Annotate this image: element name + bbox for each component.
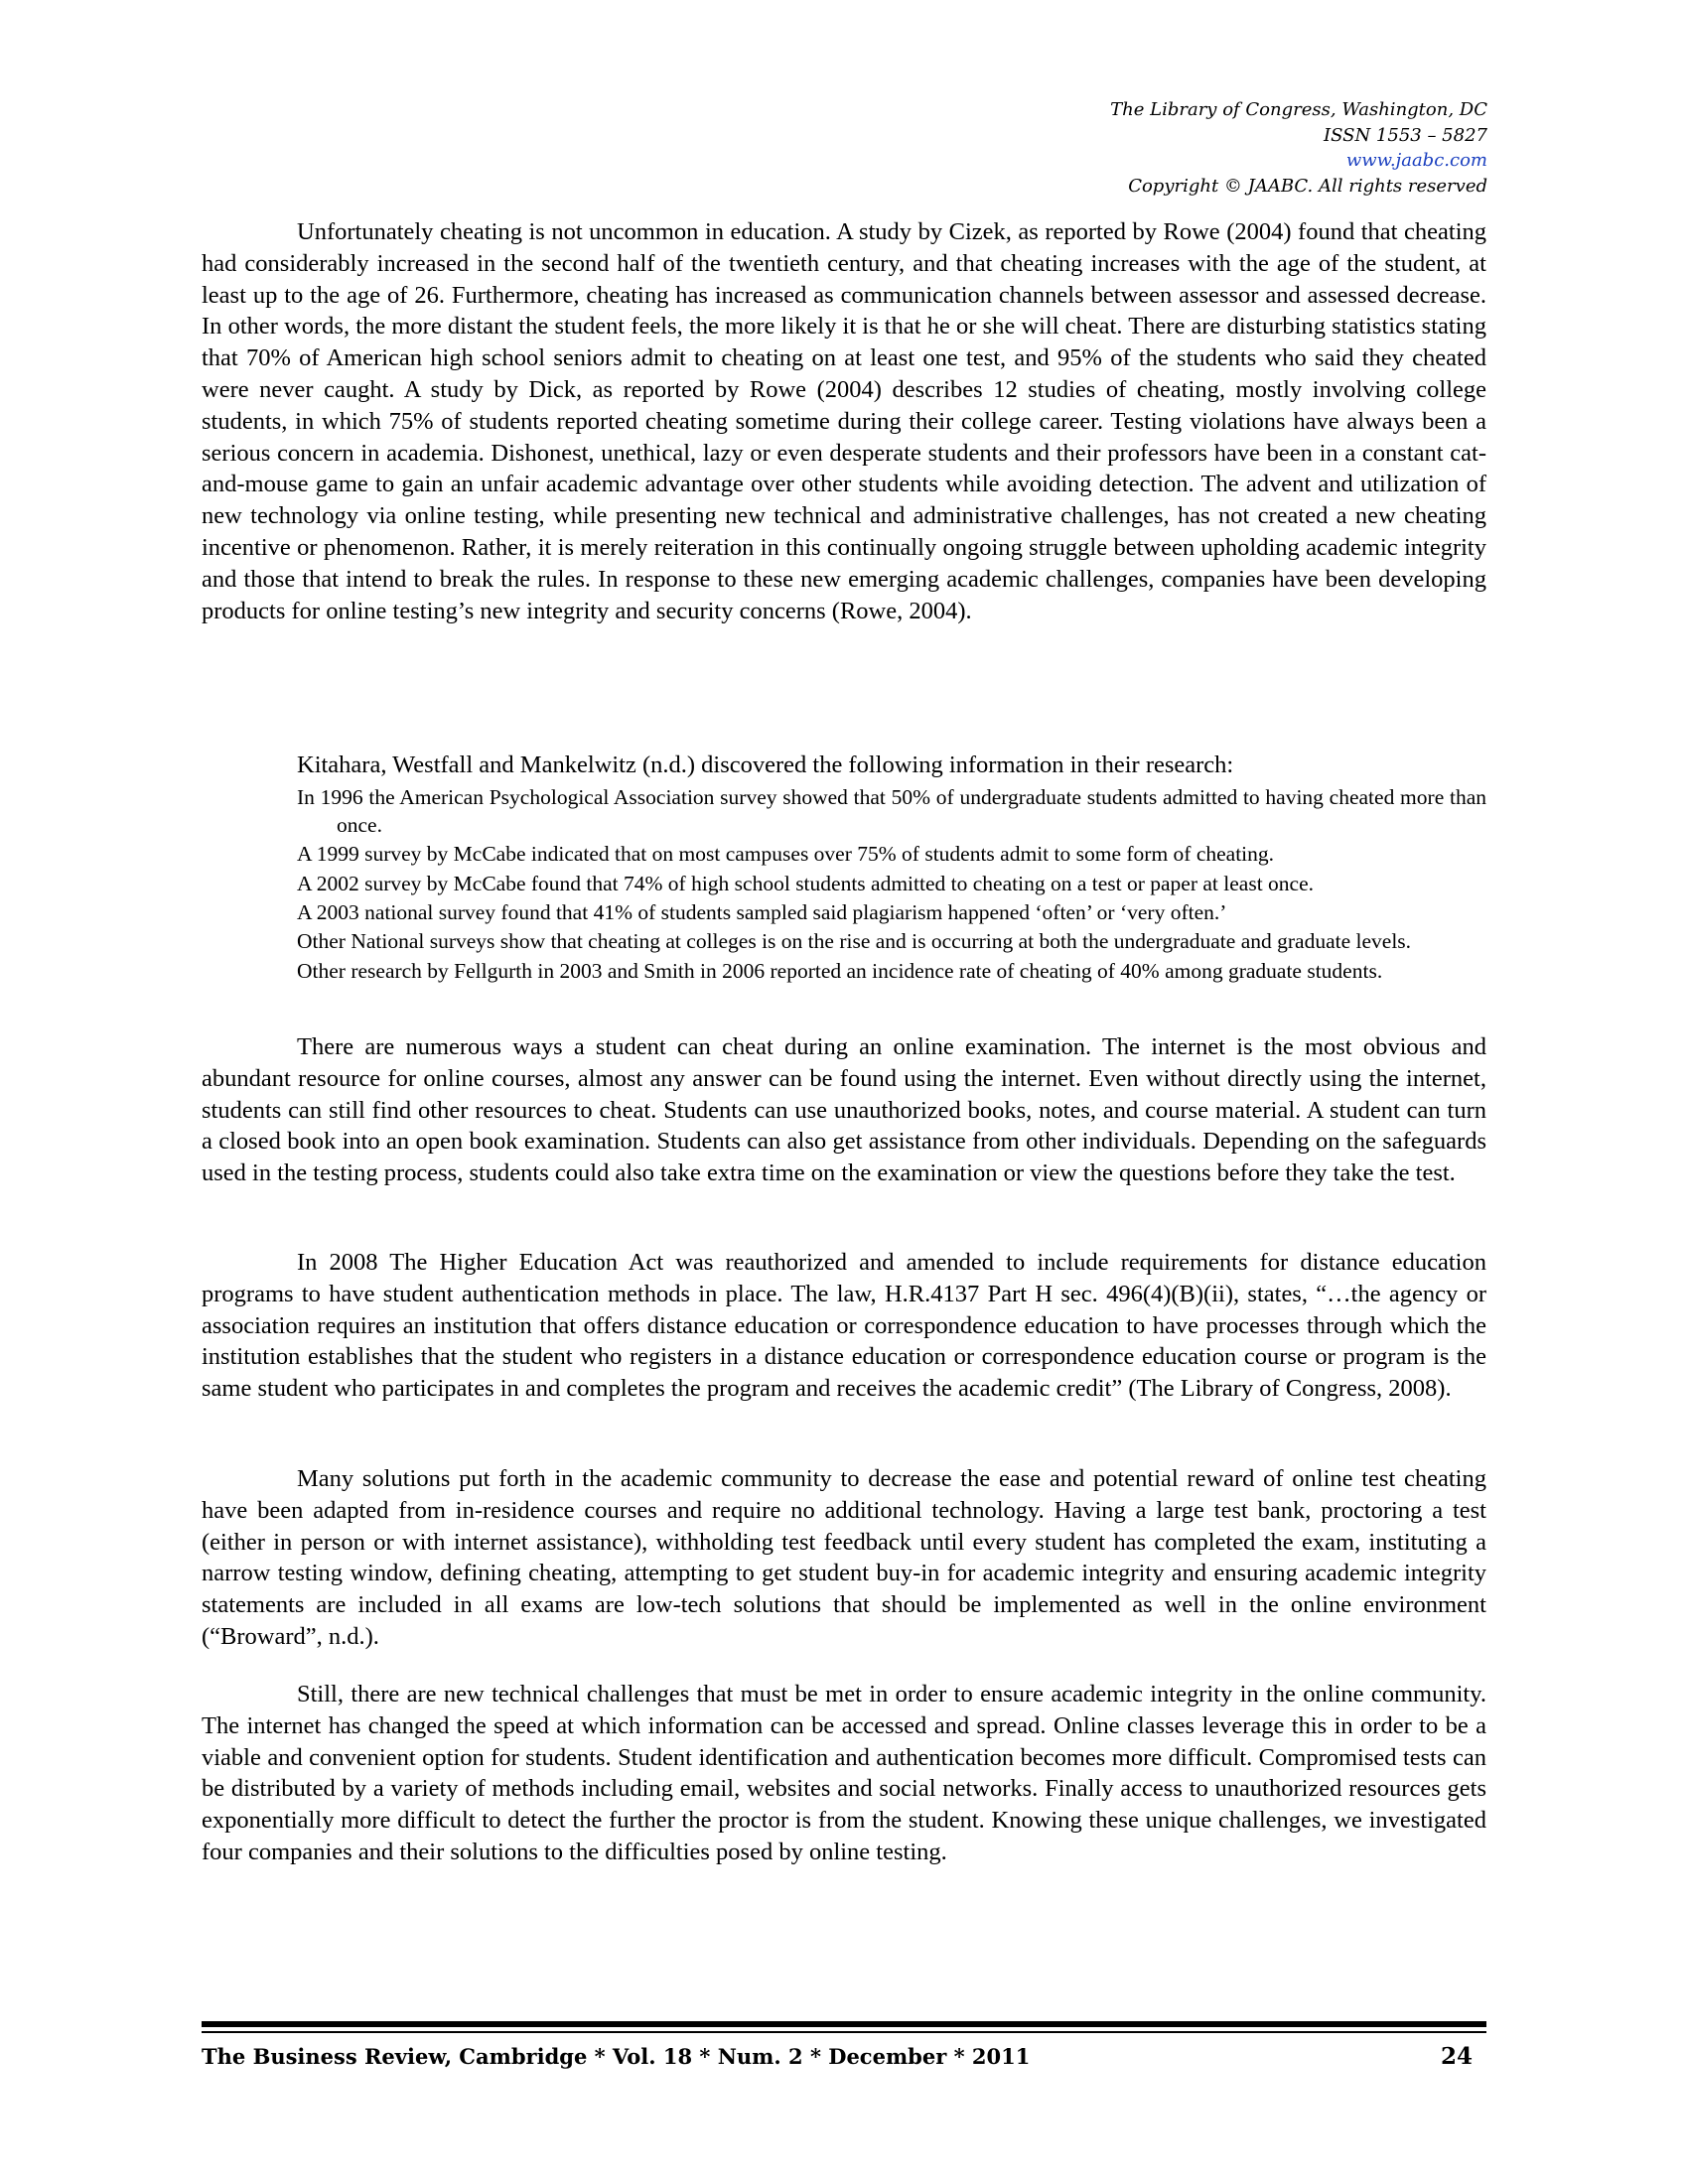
- findings-block: [202, 750, 1486, 986]
- page-number: 24: [1440, 2043, 1473, 2070]
- paragraph-text: Unfortunately cheating is not uncommon in education. A study by Cizek, as reported by Rowe (2004) found that cheating had considerably increased in the second half of the twentieth century, and that cheating increases with the age of the student, at least up to the age of 26. Furthermore, cheating has increased as communication channels between assessor and assessed decrease. In other words, the more distant the student feels, the more likely it is that he or she will cheat. There are disturbing statistics stating that 70% of American high school seniors admit to cheating on at least one test, and 95% of the students who said they cheated were never caught. A study by Dick, as reported by Rowe (2004) describes 12 studies of cheating, mostly involving college students, in which 75% of students reported cheating sometime during their college career. Testing violations have always been a serious concern in academia. Dishonest, unethical, lazy or even desperate students and their professors have been in a constant cat-and-mouse game to gain an unfair academic advantage over other students while avoiding detection. The advent and utilization of new technology via online testing, while presenting new technical and administrative challenges, has not created a new cheating incentive or phenomenon. Rather, it is merely reiteration in this continually ongoing struggle between upholding academic integrity and those that intend to break the rules. In response to these new emerging academic challenges, companies have been developing products for online testing’s new integrity and security concerns (Rowe, 2004).: [202, 218, 1486, 624]
- list-item: A 2003 national survey found that 41% of students sampled said plagiarism happened ‘often’ or ‘very often.’: [297, 899, 1227, 924]
- body-paragraph-5: [202, 1679, 1486, 1868]
- body-paragraph-2: [202, 1031, 1486, 1189]
- list-item: Other research by Fellgurth in 2003 and Smith in 2006 reported an incidence rate of cheating of 40% among graduate students.: [297, 958, 1383, 983]
- findings-intro: Kitahara, Westfall and Mankelwitz (n.d.) discovered the following information in their research:: [297, 751, 1234, 778]
- footer-rule-thin: [202, 2031, 1486, 2033]
- header-publisher: The Library of Congress, Washington, DC: [1110, 99, 1487, 120]
- paragraph-text: Many solutions put forth in the academic community to decrease the ease and potential reward of online test cheating have been adapted from in-residence courses and require no additional technology. Having a large test bank, proctoring a test (either in person or with internet assistance), withholding test feedback until every student has completed the exam, instituting a narrow testing window, defining cheating, attempting to get student buy-in for academic integrity and ensuring academic integrity statements are included in all exams are low-tech solutions that should be implemented as well in the online environment (“Broward”, n.d.).: [202, 1465, 1486, 1650]
- list-item: A 1999 survey by McCabe indicated that on most campuses over 75% of students admit to some form of cheating.: [297, 842, 1275, 867]
- paragraph-text: There are numerous ways a student can cheat during an online examination. The internet is the most obvious and abundant resource for online courses, almost any answer can be found using the internet. Even without directly using the internet, students can still find other resources to cheat. Students can use unauthorized books, notes, and course material. A student can turn a closed book into an open book examination. Students can also get assistance from other individuals. Depending on the safeguards used in the testing process, students could also take extra time on the examination or view the questions before they take the test.: [202, 1033, 1486, 1187]
- paragraph-text: Still, there are new technical challenges that must be met in order to ensure academic integrity in the online community. The internet has changed the speed at which information can be accessed and spread. Online classes leverage this in order to be a viable and convenient option for students. Student identification and authentication becomes more difficult. Compromised tests can be distributed by a variety of methods including email, websites and social networks. Finally access to unauthorized resources gets exponentially more difficult to detect the further the proctor is from the student. Knowing these unique challenges, we investigated four companies and their solutions to the difficulties posed by online testing.: [202, 1681, 1486, 1865]
- footer-rule-thick: [202, 2021, 1486, 2027]
- paragraph-text: In 2008 The Higher Education Act was reauthorized and amended to include requirements for distance education programs to have student authentication methods in place. The law, H.R.4137 Part H sec. 496(4)(B)(ii), states, “…the agency or association requires an institution that offers distance education or correspondence education to have processes through which the institution establishes that the student who registers in a distance education or correspondence education course or program is the same student who participates in and completes the program and receives the academic credit” (The Library of Congress, 2008).: [202, 1249, 1486, 1403]
- journal-citation: The Business Review, Cambridge * Vol. 18 * Num. 2 * December * 2011: [202, 2044, 1031, 2069]
- header-url-link[interactable]: www.jaabc.com: [1345, 150, 1487, 171]
- header-copyright: Copyright © JAABC. All rights reserved: [1128, 175, 1487, 197]
- body-paragraph-1: [202, 216, 1486, 626]
- list-item: A 2002 survey by McCabe found that 74% of high school students admitted to cheating on a test or paper at least once.: [297, 871, 1315, 895]
- body-paragraph-3: [202, 1247, 1486, 1405]
- header-issn: ISSN 1553 – 5827: [1324, 124, 1487, 146]
- body-paragraph-4: [202, 1463, 1486, 1653]
- findings-list: [202, 783, 1486, 985]
- list-item: In 1996 the American Psychological Association survey showed that 50% of undergraduate students admitted to having cheated more than once.: [297, 784, 1486, 838]
- running-header: [1110, 97, 1487, 199]
- list-item: Other National surveys show that cheating at colleges is on the rise and is occurring at both the undergraduate and graduate levels.: [297, 929, 1412, 954]
